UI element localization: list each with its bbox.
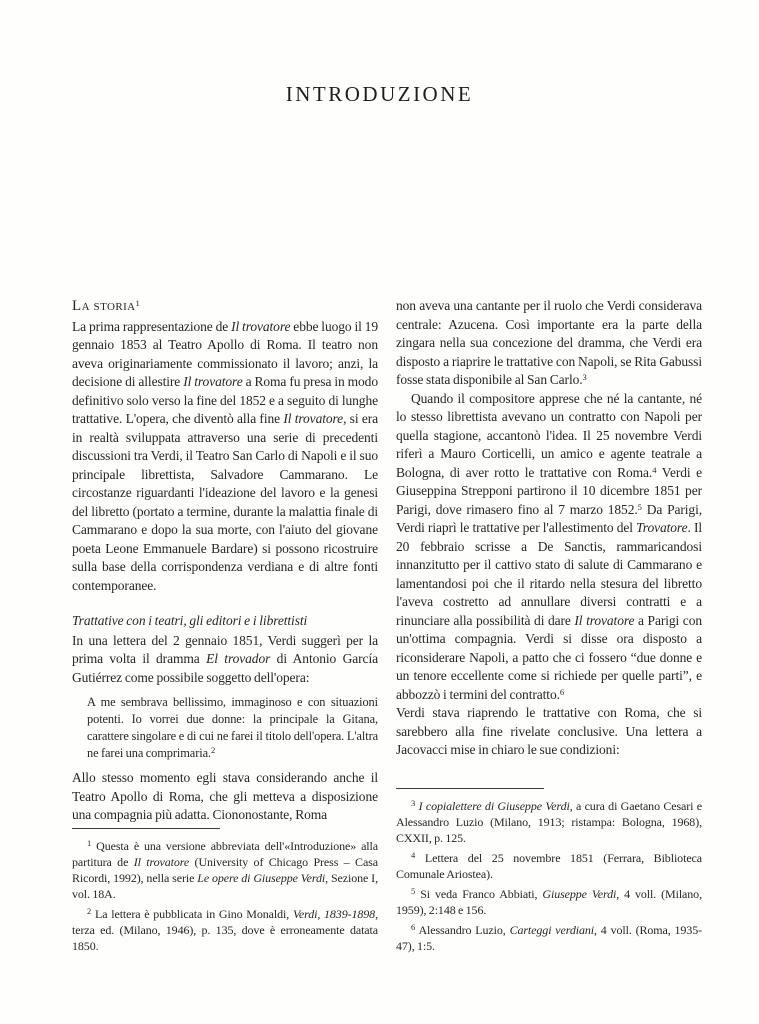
- section-heading-la-storia: La storia$^1$: [72, 298, 140, 314]
- paragraph: Quando il compositore apprese che né la cantante, né lo stesso librettista avevano un contratto con Napoli per quella stagione, accantonò l'idea. Il 25 novembre Verdi riferì a Mauro Corticelli, un amico e agente teatrale a Bologna, di aver rotto le trattative con Roma.$^4$ Verdi e Giuseppina Strepponi partirono il 10 dicembre 1851 per Parigi, dove rimasero fino al 7 marzo 1852.$^5$ Da Parigi, Verdi riaprì le trattative per l'allestimento del Trovatore. Il 20 febbraio scrisse a De Sanctis, rammaricandosi innanzitutto per il cattivo stato di salute di Cammarano e lamentandosi poi che il ritardo nella stesura del libretto l'aveva costretto ad annullare diversi contratti e a rinunciare alla possibilità di dare Il trovatore a Parigi con un'ottima compagnia. Verdi si disse ora disposto a riconsiderare Napoli, a patto che ci fossero “due donne e un tenore eccellente come si richiede per quelle parti”, e abbozzò i termini del contratto.$^6$: [396, 390, 703, 702]
- footnote-4: $^4$ Lettera del 25 novembre 1851 (Ferrara, Biblioteca Comunale Ariostea).: [396, 850, 702, 881]
- footnotes-block-left: [72, 828, 378, 958]
- page-title: INTRODUZIONE: [285, 82, 474, 106]
- paragraph: non aveva una cantante per il ruolo che Verdi considerava centrale: Azucena. Così importante era la parte della zingara nella sua concezione del dramma, che Verdi era disposto a riaprire le trattative con Napoli, se Rita Gabussi fosse stata disponibile al San Carlo.$^3$: [396, 298, 702, 387]
- footnote-separator: [396, 788, 544, 789]
- footnote-separator: [72, 828, 220, 829]
- footnote-6: $^6$ Alessandro Luzio, Carteggi verdiani, 4 voll. (Roma, 1935-47), 1:5.: [396, 922, 703, 953]
- left-column: [72, 297, 378, 958]
- paragraph: In una lettera del 2 gennaio 1851, Verdi suggerì per la prima volta il dramma El trovador di Antonio García Gutiérrez come possibile soggetto dell'opera:: [72, 632, 378, 685]
- subsection-heading-trattative: Trattative con i teatri, gli editori e i librettisti: [72, 613, 308, 628]
- footnote-5: $^5$ Si veda Franco Abbiati, Giuseppe Verdi, 4 voll. (Milano, 1959), 2:148 e 156.: [396, 886, 702, 917]
- footnote-1: $^1$ Questa è una versione abbreviata dell'«Introduzione» alla partitura de Il trovatore (University of Chicago Press – Casa Ricordi, 1992), nella serie Le opere di Giuseppe Verdi, Sezione I, vol. 18A.: [72, 838, 378, 901]
- footnote-3: $^3$ I copialettere di Giuseppe Verdi, a cura di Gaetano Cesari e Alessandro Luzio (Milano, 1913; ristampa: Bologna, 1968), CXXII, p. 125.: [396, 798, 702, 845]
- paragraph: Verdi stava riaprendo le trattative con Roma, che si sarebbero alla fine rivelate conclusive. Una lettera a Jacovacci mise in chiaro le sue condizioni:: [396, 705, 702, 757]
- footnote-2: $^2$ La lettera è pubblicata in Gino Monaldi, Verdi, 1839-1898, terza ed. (Milano, 1946), p. 135, dove è erroneamente datata 1850.: [72, 906, 378, 953]
- right-column: [396, 297, 702, 958]
- footnotes-block-right: [396, 788, 702, 958]
- quotation-block: A me sembrava bellissimo, immaginoso e con situazioni potenti. Io vorrei due donne: la principale la Gitana, carattere singolare e di cui ne farei il titolo dell'opera. L'altra ne farei una comprimaria.$^2$: [87, 695, 378, 760]
- paragraph: La prima rappresentazione de Il trovatore ebbe luogo il 19 gennaio 1853 al Teatro Apollo di Roma. Il teatro non aveva originariamente commissionato il lavoro; anzi, la decisione di allestire Il trovatore a Roma fu presa in modo definitivo solo verso la fine del 1852 e a seguito di lunghe trattative. L'opera, che diventò alla fine Il trovatore, si era in realtà sviluppata attraverso una serie di precedenti discussioni tra Verdi, il Teatro San Carlo di Napoli e il suo principale librettista, Salvadore Cammarano. Le circostanze riguardanti l'ideazione del lavoro e la genesi del libretto (portato a termine, durante la malattia finale di Cammarano e dopo la sua morte, con l'aiuto del giovane poeta Leone Emmanuele Bardare) si possono ricostruire sulla base della corrispondenza verdiana e di altre fonti contemporanee.: [72, 318, 378, 593]
- text-columns: [72, 297, 702, 958]
- paragraph: Allo stesso momento egli stava considerando anche il Teatro Apollo di Roma, che gli metteva a disposizione una compagnia più adatta. Ciononostante, Roma: [72, 770, 378, 822]
